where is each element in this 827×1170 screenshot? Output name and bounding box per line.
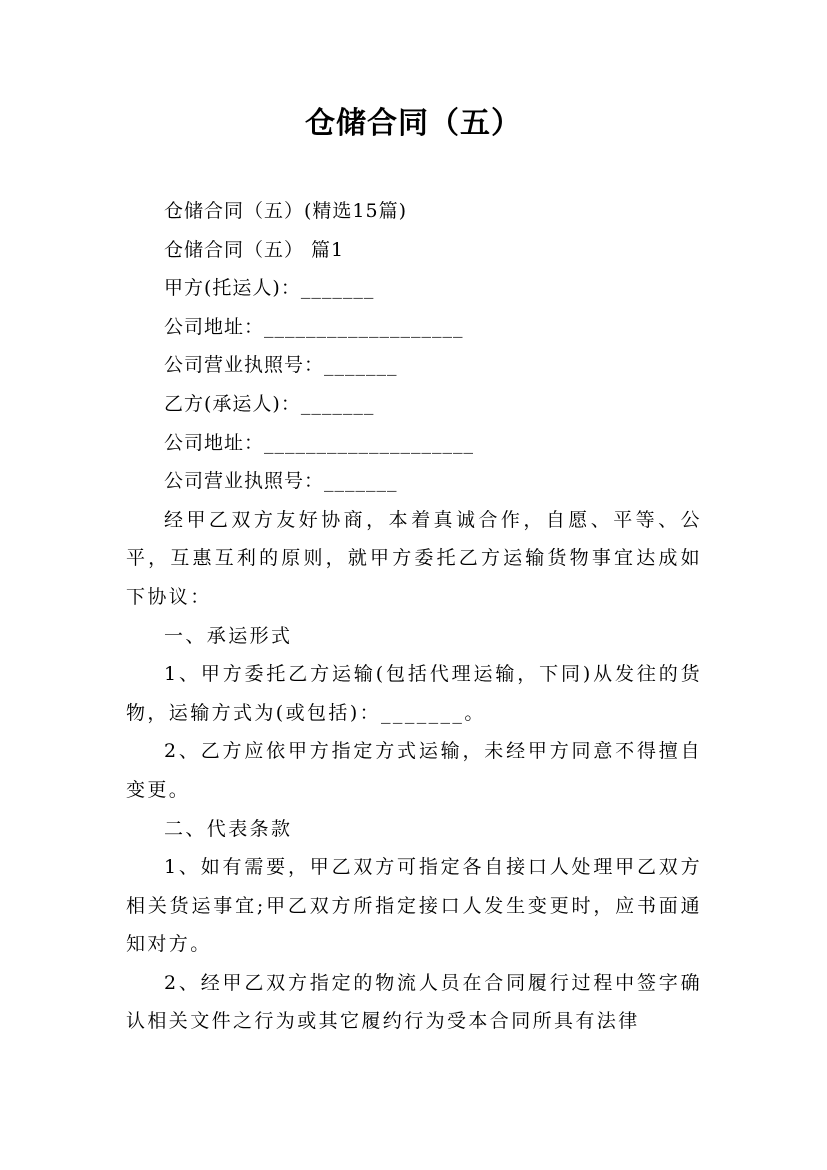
party-a-line: 甲方(托运人)：_______ [164,277,375,300]
preamble-paragraph: 经甲乙双方友好协商，本着真诚合作，自愿、平等、公平，互惠互利的原则，就甲方委托乙方运输货物事宜达成如下协议： [126,508,702,608]
clause-heading-1: 一、承运形式 [164,624,293,647]
party-a-address-line: 公司地址：___________________ [164,315,464,338]
document-body [126,192,702,1041]
clause-1-item-1: 1、甲方委托乙方运输(包括代理运输，下同)从发往的货物，运输方式为(或包括)：_______。 [126,663,702,724]
subtitle-line: 仓储合同（五）(精选15篇) [164,200,408,222]
section-heading: 仓储合同（五） 篇1 [164,238,345,261]
document-title: 仓储合同（五） [305,106,522,141]
clause-heading-2: 二、代表条款 [164,817,293,840]
party-a-license-line: 公司营业执照号：_______ [164,354,398,377]
clause-2-item-2: 2、经甲乙双方指定的物流人员在合同履行过程中签字确认相关文件之行为或其它履约行为受本合同所具有法律 [126,971,702,1033]
clause-1-item-2: 2、乙方应依甲方指定方式运输，未经甲方同意不得擅自变更。 [126,740,702,801]
party-b-license-line: 公司营业执照号：_______ [164,470,398,493]
party-b-line: 乙方(承运人)：_______ [164,392,375,415]
party-b-address-line: 公司地址：____________________ [164,431,475,454]
clause-2-item-1: 1、如有需要，甲乙双方可指定各自接口人处理甲乙双方相关货运事宜;甲乙双方所指定接口人发生变更时，应书面通知对方。 [126,856,702,956]
